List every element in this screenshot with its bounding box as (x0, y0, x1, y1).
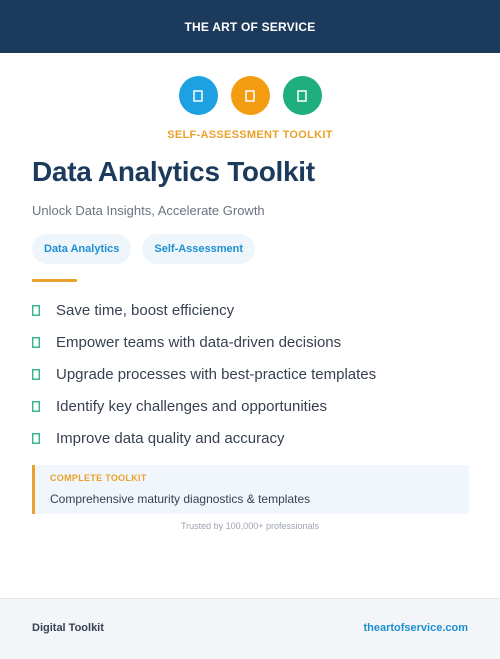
page-subtitle: Unlock Data Insights, Accelerate Growth (32, 203, 265, 218)
list-item (32, 422, 376, 454)
list-item (32, 294, 376, 326)
placeholder-icon (283, 76, 322, 115)
list-item (32, 358, 376, 390)
callout-text: Comprehensive maturity diagnostics & templates (50, 492, 311, 506)
list-item (32, 326, 376, 358)
brand-title: THE ART OF SERVICE (184, 19, 316, 34)
top-banner (0, 0, 500, 53)
kicker-label: SELF-ASSESSMENT TOOLKIT (167, 129, 333, 141)
feature-text: Identify key challenges and opportunities (56, 397, 328, 415)
check-icon (32, 337, 40, 348)
feature-text: Save time, boost efficiency (56, 301, 235, 319)
page-title: Data Analytics Toolkit (32, 156, 315, 187)
placeholder-icon (231, 76, 270, 115)
feature-text: Empower teams with data-driven decisions (56, 333, 342, 351)
check-icon (32, 305, 40, 316)
tag-list (32, 234, 255, 264)
toolkit-callout (32, 465, 469, 514)
check-icon (32, 369, 40, 380)
icon-row (0, 76, 500, 115)
check-icon (32, 433, 40, 444)
accent-divider (32, 279, 77, 282)
list-item (32, 390, 376, 422)
website-link[interactable]: theartofservice.com (363, 622, 468, 634)
placeholder-icon (179, 76, 218, 115)
tag-data-analytics: Data Analytics (32, 234, 131, 264)
check-icon (32, 401, 40, 412)
footer-label: Digital Toolkit (32, 622, 104, 634)
footer (0, 598, 500, 659)
feature-text: Improve data quality and accuracy (56, 429, 285, 447)
feature-list (32, 294, 376, 454)
tag-self-assessment: Self-Assessment (142, 234, 255, 264)
feature-text: Upgrade processes with best-practice templates (56, 365, 377, 383)
trust-note: Trusted by 100,000+ professionals (180, 521, 319, 531)
callout-label: COMPLETE TOOLKIT (50, 473, 147, 483)
